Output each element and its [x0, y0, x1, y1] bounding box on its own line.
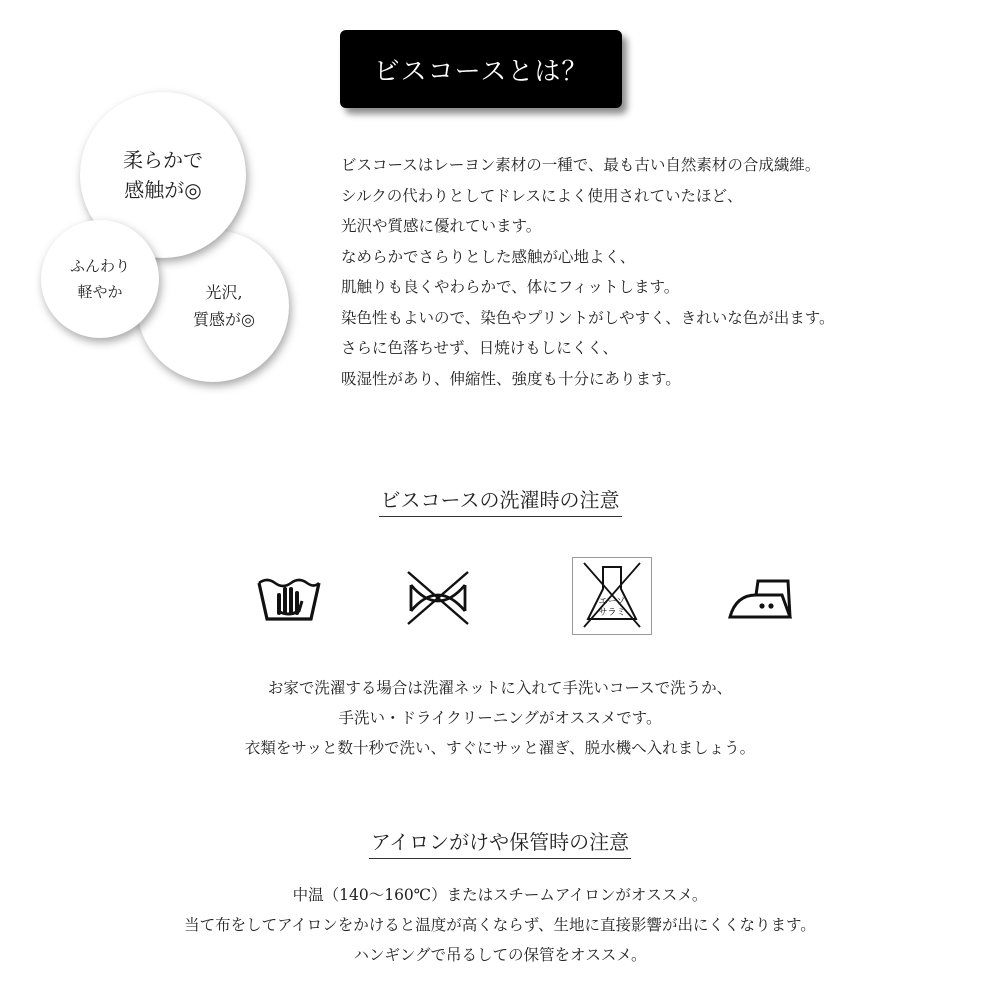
intro-line: 肌触りも良くやわらかで、体にフィットします。: [341, 278, 680, 296]
washing-title-text: ビスコースの洗濯時の注意: [379, 488, 622, 517]
intro-line: ビスコースはレーヨン素材の一種で、最も古い自然素材の合成繊維。: [341, 156, 821, 174]
feature-circle-light: [41, 220, 159, 338]
feature-soft-line1: 柔らかで: [123, 148, 203, 172]
dry-clean-label-1: エーソ: [598, 597, 626, 607]
dry-clean-label-2: サラミ: [598, 608, 626, 618]
feature-light-line1: ふんわり: [69, 257, 130, 275]
no-dry-clean-icon: [572, 557, 652, 635]
washing-line: 手洗い・ドライクリーニングがオススメです。: [338, 709, 662, 727]
ironing-line: ハンギングで吊るしての保管をオススメ。: [353, 946, 647, 964]
page-title: ビスコースとは？: [373, 56, 589, 87]
intro-line: 光沢や質感に優れています。: [341, 217, 542, 235]
feature-soft-line2: 感触が◎: [124, 178, 202, 202]
ironing-line: 当て布をしてアイロンをかけると温度が高くならず、生地に直接影響が出にくくなります。: [184, 916, 816, 934]
intro-line: 染色性もよいので、染色やプリントがしやすく、きれいな色が出ます。: [341, 308, 835, 327]
washing-section-title: [0, 484, 1000, 513]
ironing-title-text: アイロンがけや保管時の注意: [369, 830, 631, 859]
feature-light-line2: 軽やか: [77, 283, 123, 301]
washing-line: 衣類をサッと数十秒で洗い、すぐにサッと濯ぎ、脱水機へ入れましょう。: [244, 739, 756, 757]
intro-text: [341, 150, 981, 394]
iron-medium-icon: [726, 573, 796, 623]
feature-gloss-line2: 質感が◎: [193, 310, 255, 329]
washing-line: お家で洗濯する場合は洗濯ネットに入れて手洗いコースで洗うか、: [267, 679, 733, 697]
feature-gloss-line1: 光沢,: [205, 283, 243, 302]
intro-line: なめらかでさらりとした感触が心地よく、: [341, 247, 636, 266]
ironing-section-title: [0, 826, 1000, 855]
ironing-line: 中温（140〜160℃）またはスチームアイロンがオススメ。: [292, 886, 708, 904]
no-wring-icon: [405, 569, 471, 627]
page-title-box: [340, 30, 622, 108]
care-icons: [0, 555, 1000, 637]
intro-line: 吸湿性があり、伸縮性、強度も十分にあります。: [341, 369, 681, 388]
intro-line: さらに色落ちせず、日焼けもしにくく、: [341, 339, 618, 357]
washing-text: [0, 673, 1000, 763]
ironing-text: [0, 880, 1000, 970]
hand-wash-icon: [256, 573, 322, 625]
intro-line: シルクの代わりとしてドレスによく使用されていたほど、: [341, 186, 743, 205]
